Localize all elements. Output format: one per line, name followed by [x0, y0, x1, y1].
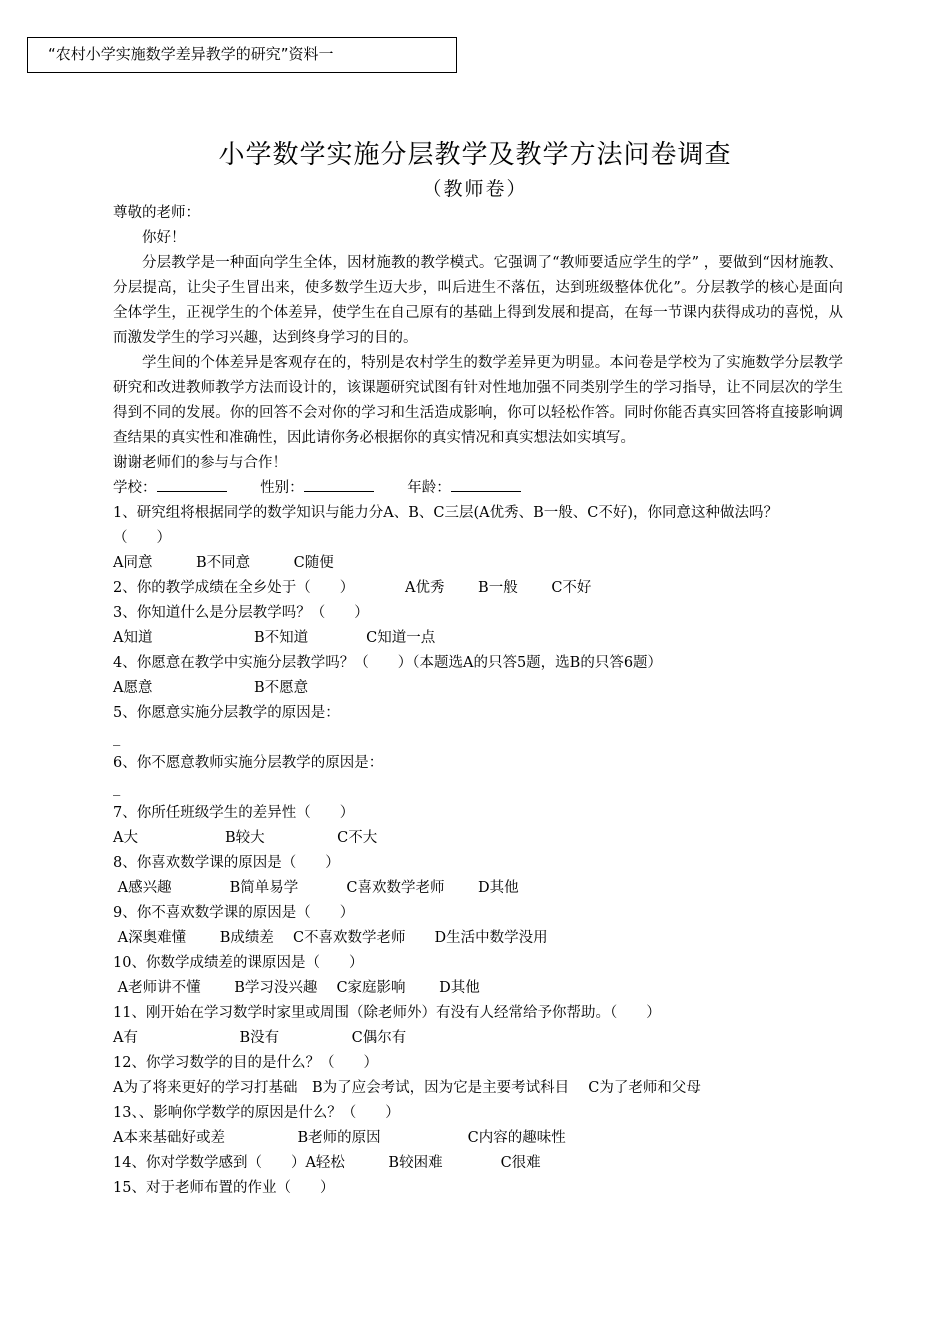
intro-paragraph-2: 学生间的个体差异是客观存在的，特别是农村学生的数学差异更为明显。本问卷是学校为了实施数学分层教学研究和改进教师教学方法而设计的，该课题研究试图有针对性地加强不同类别学生的学习指导，让不同层次的学生得到不同的发展。你的回答不会对你的学习和生活造成影响，你可以轻松作答。同时你能否真实回答将直接影响调查结果的真实性和准确性，因此请你务必根据你的真实情况和真实想法如实填写。: [113, 355, 843, 446]
age-blank[interactable]: [451, 476, 521, 492]
question-6: 6、你不愿意教师实施分层教学的原因是：: [113, 755, 384, 771]
school-label: 学校：: [113, 480, 157, 496]
question-3: 3、你知道什么是分层教学吗？（ ）: [113, 605, 369, 621]
question-9: 9、你不喜欢数学课的原因是（ ）: [113, 905, 355, 921]
question-7-options: A大 B较大 C不大: [113, 830, 378, 846]
question-11-options: A有 B没有 C偶尔有: [113, 1030, 407, 1046]
question-12: 12、你学习数学的目的是什么？（ ）: [113, 1055, 378, 1071]
question-4: 4、你愿意在教学中实施分层教学吗？（ ）（本题选A的只答5题，选B的只答6题）: [113, 655, 663, 671]
question-3-options: A知道 B不知道 C知道一点: [113, 630, 436, 646]
question-5: 5、你愿意实施分层教学的原因是：: [113, 705, 340, 721]
question-1-options: A同意 B不同意 C随便: [113, 555, 334, 571]
question-14: 14、你对学数学感到（ ）A轻松 B较困难 C很难: [113, 1155, 541, 1171]
question-9-options: A深奥难懂 B成绩差 C不喜欢数学老师 D生活中数学没用: [113, 930, 548, 946]
question-12-options: A为了将来更好的学习打基础 B为了应会考试，因为它是主要考试科目 C为了老师和父母: [113, 1080, 701, 1096]
age-label: 年龄：: [407, 480, 451, 496]
gender-label: 性别：: [260, 480, 304, 496]
question-5-blank[interactable]: _: [113, 730, 121, 746]
page-title: 小学数学实施分层教学及教学方法问卷调查: [218, 140, 732, 170]
header-box: “农村小学实施数学差异教学的研究”资料一: [27, 37, 457, 73]
info-fields: [113, 476, 843, 501]
question-4-options: A愿意 B不愿意: [113, 680, 309, 696]
gender-blank[interactable]: [304, 476, 374, 492]
question-8-options: A感兴趣 B简单易学 C喜欢数学老师 D其他: [113, 880, 519, 896]
question-6-blank[interactable]: _: [113, 780, 121, 796]
school-blank[interactable]: [157, 476, 227, 492]
question-10: 10、你数学成绩差的课原因是（ ）: [113, 955, 364, 971]
greeting: 尊敬的老师：: [113, 205, 200, 221]
question-1: 1、研究组将根据同学的数学知识与能力分A、B、C三层(A优秀、B一般、C不好)，你同意这种做法吗？: [113, 505, 778, 521]
question-1-answer[interactable]: （ ）: [113, 530, 171, 546]
question-13: 13、、影响你学数学的原因是什么？（ ）: [113, 1105, 400, 1121]
question-10-options: A老师讲不懂 B学习没兴趣 C家庭影响 D其他: [113, 980, 480, 996]
questionnaire-body: [113, 201, 843, 1201]
thanks-line: 谢谢老师们的参与与合作！: [113, 455, 287, 471]
hello: 你好！: [142, 230, 186, 246]
question-2: 2、你的教学成绩在全乡处于（ ） A优秀 B一般 C不好: [113, 580, 592, 596]
question-13-options: A本来基础好或差 B老师的原因 C内容的趣味性: [113, 1130, 566, 1146]
question-7: 7、你所任班级学生的差异性（ ）: [113, 805, 355, 821]
question-8: 8、你喜欢数学课的原因是（ ）: [113, 855, 340, 871]
intro-paragraph-1: 分层教学是一种面向学生全体，因材施教的教学模式。它强调了“教师要适应学生的学” ，要做到“因材施教、分层提高，让尖子生冒出来，使多数学生迈大步，叫后进生不落伍，达到班级整体优化”。分层教学的核心是面向全体学生，正视学生的个体差异，使学生在自己原有的基础上得到发展和提高，在每一节课内获得成功的喜悦，从而激发学生的学习兴趣，达到终身学习的目的。: [113, 255, 843, 346]
question-11: 11、刚开始在学习数学时家里或周围（除老师外）有没有人经常给予你帮助。（ ）: [113, 1005, 661, 1021]
page-subtitle: （教师卷）: [422, 178, 528, 200]
question-15: 15、对于老师布置的作业（ ）: [113, 1180, 335, 1196]
